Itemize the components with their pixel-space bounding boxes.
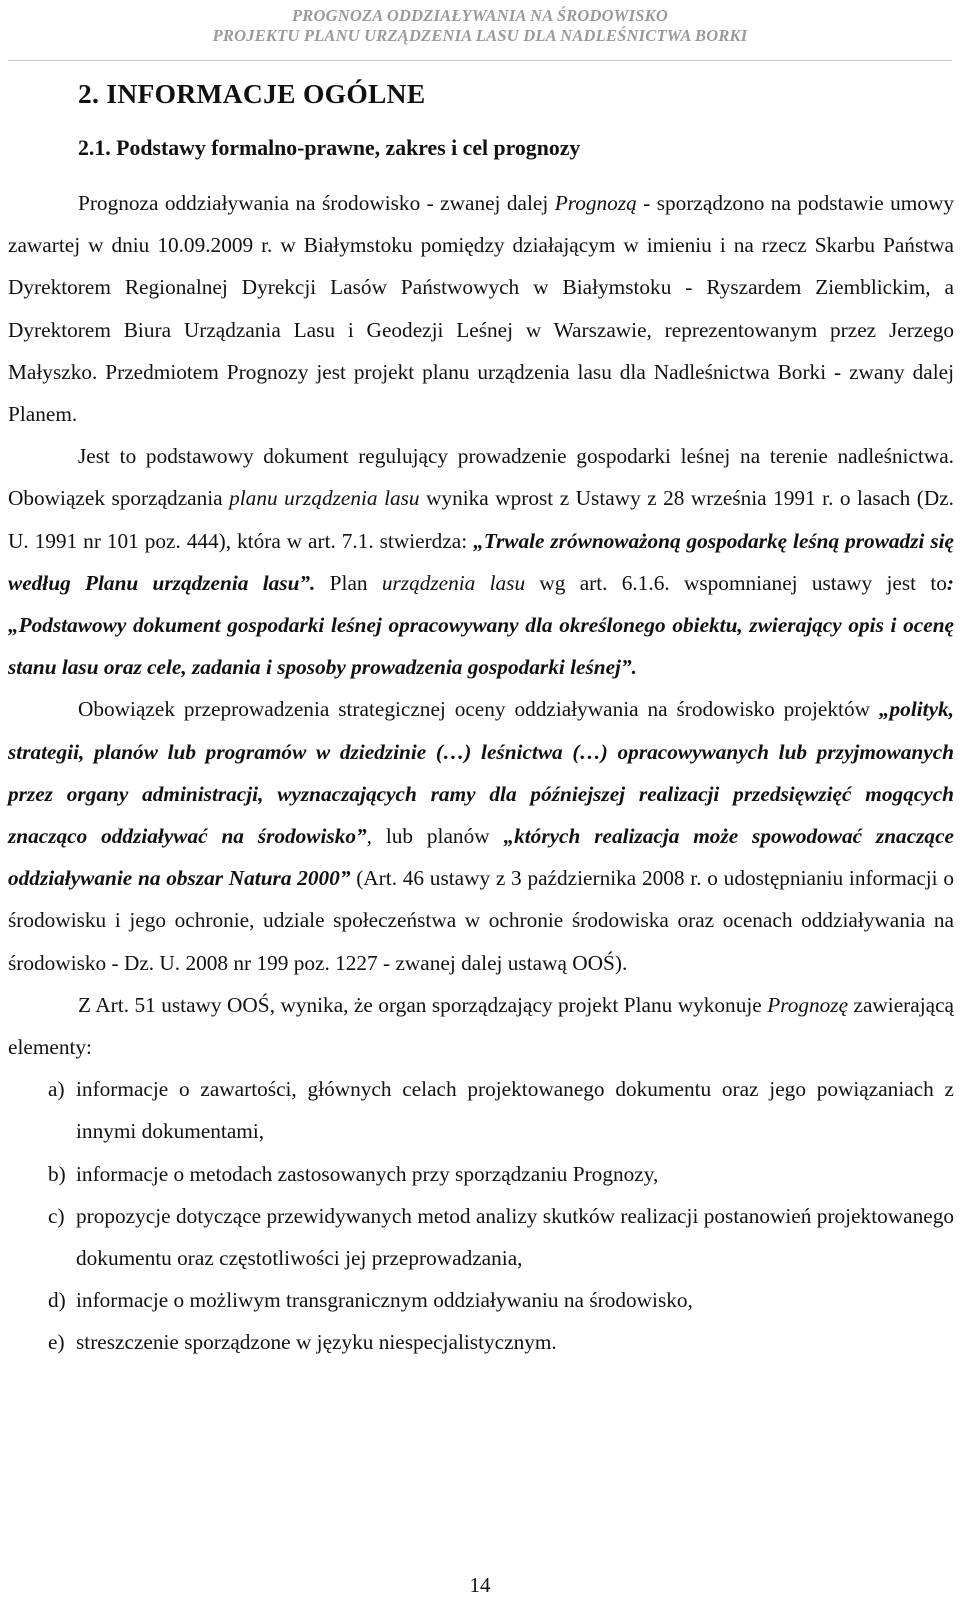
subsection-heading: 2.1. Podstawy formalno-prawne, zakres i cel prognozy [78,136,581,160]
paragraph-4 [8,984,954,1068]
list-item [8,1153,954,1195]
section-heading: 2. INFORMACJE OGÓLNE [78,78,426,109]
paragraph-1-term-prognoza: Prognozą [554,191,637,215]
running-header [0,6,960,46]
header-divider [8,60,952,61]
paragraph-3 [8,688,954,983]
paragraph-3-quote-1: „polityk, strategii, planów lub programów w dziedzinie (…) leśnictwa (…) opracowywanych lub przyjmowanych przez organy administracji, wyznaczających ramy dla późniejszej realizacji przedsięwzięć mogących znacząco oddziaływać na środowisko” [8,697,954,849]
paragraph-3-text-c: (Art. 46 ustawy z 3 października 2008 r. o udostępnianiu informacji o środowisku i jego ochronie, udziale społeczeństwa w ochronie środowiska oraz ocenach oddziaływania na środowisko - Dz. U. 2008 nr 199 poz. 1227 - zwanej dalej ustawą OOŚ). [8,866,954,975]
paragraph-2-text-a: Jest to podstawowy dokument regulujący prowadzenie gospodarki leśnej na terenie nadleśnictwa. Obowiązek sporządzania [8,444,954,511]
paragraph-1 [8,182,954,435]
paragraph-2-quote-2: : „Podstawowy dokument gospodarki leśnej opracowywany dla określonego obiektu, zwierający opis i ocenę stanu lasu oraz cele, zadania i sposoby prowadzenia gospodarki leśnej”. [8,570,954,680]
list-item-text: propozycje dotyczące przewidywanych metod analizy skutków realizacji postanowień projektowanego dokumentu oraz częstotliwości jej przeprowadzania, [76,1203,954,1271]
running-header-line-2: PROJEKTU PLANU URZĄDZENIA LASU DLA NADLEŚNICTWA BORKI [212,26,748,45]
page-content [8,70,954,1364]
paragraph-2-term-plan: planu urządzenia lasu [229,486,420,511]
paragraph-4-term-prognoze: Prognozę [767,992,849,1017]
list-item [8,1321,954,1363]
elements-list [8,1068,954,1363]
list-item-marker: d) [48,1288,66,1313]
paragraph-2-quote-1: „Trwale zrównoważoną gospodarkę leśną prowadzi się według Planu urządzenia lasu”. [8,528,954,595]
list-item-marker: e) [48,1330,65,1355]
paragraph-2-text-c: Plan [315,570,382,595]
paragraph-4-text-a: Z Art. 51 ustawy OOŚ, wynika, że organ sporządzający projekt Planu wykonuje [78,992,768,1017]
paragraph-4-text-b: zawierającą elementy: [8,992,954,1060]
list-item-text: informacje o metodach zastosowanych przy sporządzaniu Prognozy, [76,1161,659,1186]
paragraph-3-quote-2: „których realizacja może spowodować znaczące oddziaływanie na obszar Natura 2000” [8,824,954,891]
list-item-marker: b) [48,1161,66,1186]
list-item-text: informacje o możliwym transgranicznym oddziaływaniu na środowisko, [76,1288,693,1313]
list-item [8,1195,954,1279]
paragraph-1-text-a: Prognoza oddziaływania na środowisko - zwanej dalej [78,191,555,215]
list-item-text: streszczenie sporządzone w języku niespecjalistycznym. [76,1330,557,1355]
paragraph-2-term-urzadzenia: urządzenia lasu [381,570,526,595]
paragraph-2 [8,435,954,688]
list-item-marker: c) [48,1203,65,1228]
page-number: 14 [469,1573,491,1597]
running-header-line-1: PROGNOZA ODDZIAŁYWANIA NA ŚRODOWISKO [292,6,668,25]
list-item [8,1279,954,1321]
paragraph-1-text-b: - sporządzono na podstawie umowy zawartej w dniu 10.09.2009 r. w Białymstoku pomiędzy działającym w imieniu i na rzecz Skarbu Państwa Dyrektorem Regionalnej Dyrekcji Lasów Państwowych w Białymstoku - Ryszardem Ziemblickim, a Dyrektorem Biura Urządzania Lasu i Geodezji Leśnej w Warszawie, reprezentowanym przez Jerzego Małyszko. Przedmiotem Prognozy jest projekt planu urządzenia lasu dla Nadleśnictwa Borki - zwany dalej Planem. [8,191,955,427]
paragraph-3-text-a: Obowiązek przeprowadzenia strategicznej oceny oddziaływania na środowisko projektów [78,697,879,722]
paragraph-3-text-b: , lub planów [366,824,504,849]
list-item [8,1068,954,1152]
list-item-marker: a) [48,1077,65,1102]
paragraph-2-text-d: wg art. 6.1.6. wspomnianej ustawy jest to [525,570,947,595]
paragraph-2-text-b: wynika wprost z Ustawy z 28 września 1991 r. o lasach (Dz. U. 1991 nr 101 poz. 444), która w art. 7.1. stwierdza: [8,486,954,553]
list-item-text: informacje o zawartości, głównych celach projektowanego dokumentu oraz jego powiązaniach z innymi dokumentami, [76,1077,954,1144]
